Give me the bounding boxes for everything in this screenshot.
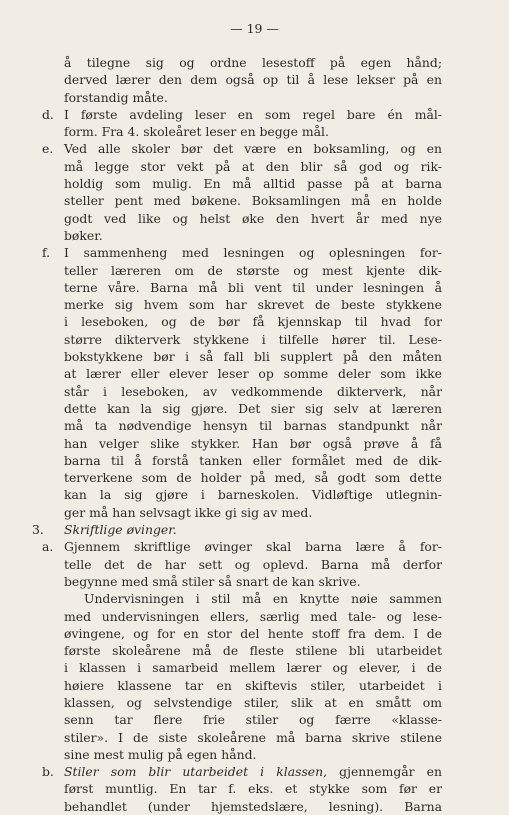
text-line xyxy=(42,210,442,227)
item-b-emphasis: Stiler som blir utarbeidet i klassen, xyxy=(64,764,328,780)
section-heading xyxy=(32,521,442,538)
line-text: derved lærer den dem også op til å lese lekser på en xyxy=(64,72,442,88)
item-label: f. xyxy=(42,245,51,261)
text-line xyxy=(42,158,442,175)
text-line xyxy=(42,780,442,797)
line-text: behandlet (under hjemstedslære, lesning). Barna xyxy=(64,798,442,814)
line-text: forstandig måte. xyxy=(64,89,168,105)
item-label: e. xyxy=(42,141,54,157)
line-text: kan la sig gjøre i barneskolen. Vidløftige utlegnin- xyxy=(64,487,442,503)
text-line xyxy=(42,435,442,452)
line-text: steller pent med bøkene. Boksamlingen må en holde xyxy=(64,193,442,209)
line-text: i klassen i samarbeid mellem lærer og elever, i de xyxy=(64,660,442,676)
line-text: står i leseboken, av vedkommende dikterverk, når xyxy=(64,383,442,399)
text-line xyxy=(42,694,442,711)
line-text xyxy=(64,763,442,780)
item-label: d. xyxy=(42,106,54,122)
line-text: I sammenheng med lesningen og oplesningen for- xyxy=(64,245,442,261)
line-text: godt ved like og helst øke den hvert år med nye xyxy=(64,210,442,226)
text-line xyxy=(42,608,442,625)
item-label: b. xyxy=(42,764,54,780)
line-text: Undervisningen i stil må en knytte nøie sammen xyxy=(84,591,442,607)
text-line xyxy=(42,331,442,348)
item-label: a. xyxy=(42,539,54,555)
text-line xyxy=(42,279,442,296)
line-text: bokstykkene bør i så fall bli supplert på den måten xyxy=(64,349,442,365)
line-text: at lærer eller elever leser op somme deler som ikke xyxy=(64,366,442,382)
text-line xyxy=(42,452,442,469)
text-line xyxy=(42,798,442,815)
line-text: Ved alle skoler bør det være en boksamling, og en xyxy=(64,141,442,157)
text-line xyxy=(42,192,442,209)
text-line xyxy=(42,417,442,434)
line-text: første skoleårene må de fleste stilene bli utarbeidet xyxy=(64,643,442,659)
text-line xyxy=(42,469,442,486)
text-line xyxy=(42,400,442,417)
line-text: I første avdeling leser en som regel bare én mål- xyxy=(64,106,442,122)
line-text: merke sig hvem som har skrevet de beste stykkene xyxy=(64,297,442,313)
line-text: øvingene, og for en stor del hente stoff fra dem. I de xyxy=(64,625,442,641)
line-text: han velger slike stykker. Han bør også prøve å få xyxy=(64,435,442,451)
text-line xyxy=(42,504,442,521)
section-number: 3. xyxy=(32,522,44,538)
text-line xyxy=(42,71,442,88)
text-line xyxy=(42,625,442,642)
line-text: terne våre. Barna må bli vent til under lesningen å xyxy=(64,279,442,295)
text-line xyxy=(42,227,442,244)
line-text: Gjennem skriftlige øvinger skal barna lære å for- xyxy=(64,539,442,555)
paragraph-block-a xyxy=(42,538,442,763)
text-line xyxy=(42,365,442,382)
text-line xyxy=(42,383,442,400)
line-text: terverkene som de holder på med, så godt som dette xyxy=(64,470,442,486)
text-line xyxy=(42,538,442,555)
line-text: senn tar flere frie stiler og færre «klasse- xyxy=(64,712,442,728)
text-line xyxy=(42,54,442,71)
body-text xyxy=(32,54,442,815)
line-text: høiere klassene tar en skiftevis stiler, utarbeidet i xyxy=(64,677,442,693)
section-title: Skriftlige øvinger. xyxy=(64,522,177,538)
text-line xyxy=(42,573,442,590)
line-text: telle det de har sett og oplevd. Barna må derfor xyxy=(64,556,442,572)
text-line xyxy=(42,123,442,140)
text-line xyxy=(42,556,442,573)
paragraph-block-1 xyxy=(42,54,442,521)
text-line xyxy=(42,642,442,659)
line-text: barna til å forstå tanken eller formålet med de dik- xyxy=(64,452,442,468)
text-line xyxy=(42,106,442,123)
text-line xyxy=(42,659,442,676)
line-text: teller læreren om de største og mest kjente dik- xyxy=(64,262,442,278)
line-text: først muntlig. En tar f. eks. et stykke som før er xyxy=(64,781,442,797)
text-line xyxy=(42,486,442,503)
text-line xyxy=(42,175,442,192)
line-text: må ta nødvendige hensyn til barnas standpunkt når xyxy=(64,418,442,434)
line-text: form. Fra 4. skoleåret leser en begge mål. xyxy=(64,124,329,140)
line-text: å tilegne sig og ordne lesestoff på egen hånd; xyxy=(64,55,442,70)
text-line xyxy=(42,244,442,261)
text-line xyxy=(42,677,442,694)
page-number: — 19 — xyxy=(230,21,279,36)
item-b-first-line xyxy=(42,763,442,780)
text-line xyxy=(42,313,442,330)
line-text: ger må han selvsagt ikke gi sig av med. xyxy=(64,504,313,520)
text-line xyxy=(42,262,442,279)
item-b-rest: gjennemgår en xyxy=(327,764,442,780)
line-text: stiler». I de siste skoleårene må barna skrive stilene xyxy=(64,729,442,745)
text-line xyxy=(42,296,442,313)
line-text: må legge stor vekt på at den blir så god og rik- xyxy=(64,158,442,174)
text-line xyxy=(42,348,442,365)
text-line xyxy=(42,140,442,157)
line-text: sine mest mulig på egen hånd. xyxy=(64,746,257,762)
line-text: med undervisningen ellers, særlig med tale- og lese- xyxy=(64,608,442,624)
paragraph-block-b xyxy=(42,780,442,815)
text-line xyxy=(42,711,442,728)
text-line xyxy=(42,729,442,746)
line-text: større dikterverk stykkene i tilfelle hører til. Lese- xyxy=(64,331,442,347)
text-line xyxy=(42,746,442,763)
text-line xyxy=(42,89,442,106)
line-text: holdig som mulig. En må alltid passe på at barna xyxy=(64,176,442,192)
text-line xyxy=(42,590,442,607)
line-text: klassen, og selvstendige stiler, slik at en smått om xyxy=(64,694,442,710)
line-text: begynne med små stiler så snart de kan skrive. xyxy=(64,573,361,589)
line-text: i leseboken, og de bør få kjennskap til hvad for xyxy=(64,314,442,330)
line-text: bøker. xyxy=(64,227,103,243)
line-text: dette kan la sig gjøre. Det sier sig selv at læreren xyxy=(64,400,442,416)
